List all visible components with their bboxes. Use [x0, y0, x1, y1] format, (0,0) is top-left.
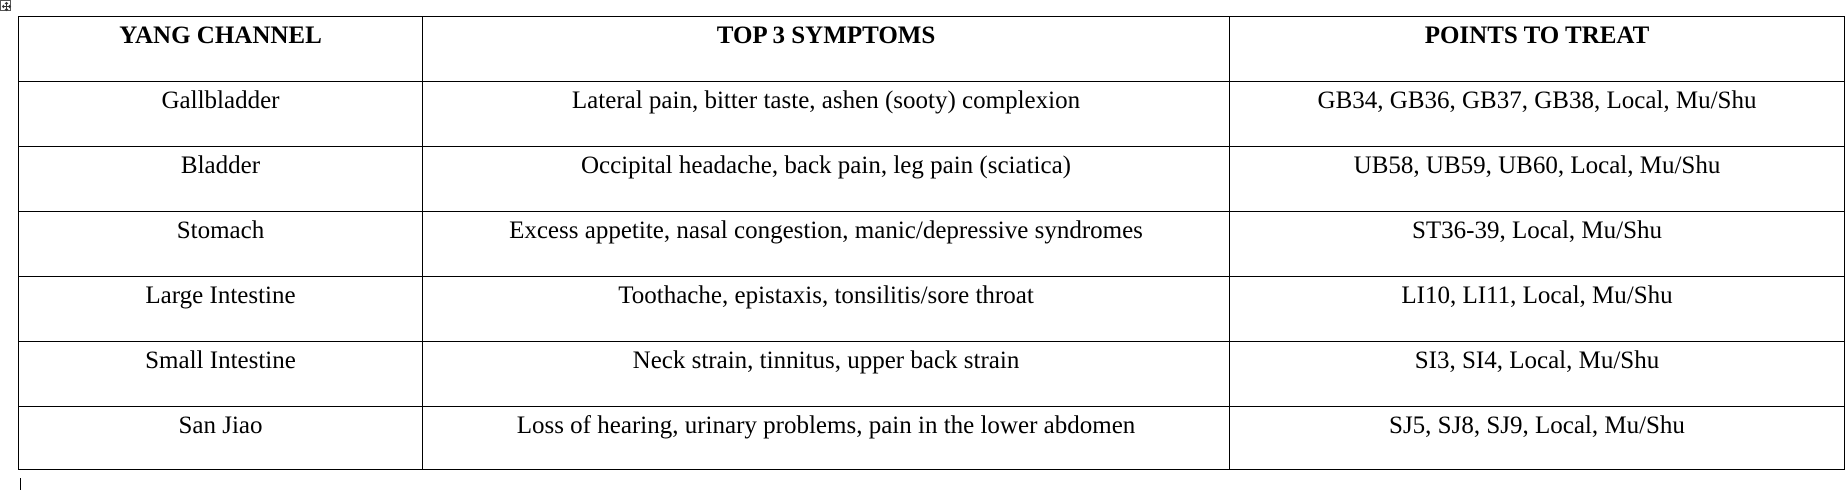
table-row	[19, 82, 1845, 147]
symptoms-cell[interactable]: Excess appetite, nasal congestion, manic/depressive syndromes	[423, 212, 1230, 277]
table-header-row	[19, 17, 1845, 82]
table-move-handle-icon[interactable]	[0, 0, 11, 11]
points-cell[interactable]: SI3, SI4, Local, Mu/Shu	[1230, 342, 1845, 407]
table-row	[19, 147, 1845, 212]
table-row	[19, 212, 1845, 277]
channel-cell[interactable]: Gallbladder	[19, 82, 423, 147]
channel-cell[interactable]: San Jiao	[19, 407, 423, 470]
yang-channel-table	[18, 16, 1845, 470]
symptoms-cell[interactable]: Loss of hearing, urinary problems, pain in the lower abdomen	[423, 407, 1230, 470]
table-row	[19, 342, 1845, 407]
points-cell[interactable]: GB34, GB36, GB37, GB38, Local, Mu/Shu	[1230, 82, 1845, 147]
text-cursor	[20, 478, 21, 490]
points-cell[interactable]: UB58, UB59, UB60, Local, Mu/Shu	[1230, 147, 1845, 212]
channel-cell[interactable]: Stomach	[19, 212, 423, 277]
move-arrows-icon	[1, 1, 12, 12]
header-yang-channel[interactable]: YANG CHANNEL	[19, 17, 423, 82]
points-cell[interactable]: LI10, LI11, Local, Mu/Shu	[1230, 277, 1845, 342]
header-top-3-symptoms[interactable]: TOP 3 SYMPTOMS	[423, 17, 1230, 82]
table-row	[19, 407, 1845, 470]
channel-cell[interactable]: Small Intestine	[19, 342, 423, 407]
channel-cell[interactable]: Bladder	[19, 147, 423, 212]
symptoms-cell[interactable]: Lateral pain, bitter taste, ashen (sooty) complexion	[423, 82, 1230, 147]
points-cell[interactable]: SJ5, SJ8, SJ9, Local, Mu/Shu	[1230, 407, 1845, 470]
points-cell[interactable]: ST36-39, Local, Mu/Shu	[1230, 212, 1845, 277]
channel-cell[interactable]: Large Intestine	[19, 277, 423, 342]
table-row	[19, 277, 1845, 342]
symptoms-cell[interactable]: Neck strain, tinnitus, upper back strain	[423, 342, 1230, 407]
symptoms-cell[interactable]: Occipital headache, back pain, leg pain (sciatica)	[423, 147, 1230, 212]
header-points-to-treat[interactable]: POINTS TO TREAT	[1230, 17, 1845, 82]
symptoms-cell[interactable]: Toothache, epistaxis, tonsilitis/sore throat	[423, 277, 1230, 342]
